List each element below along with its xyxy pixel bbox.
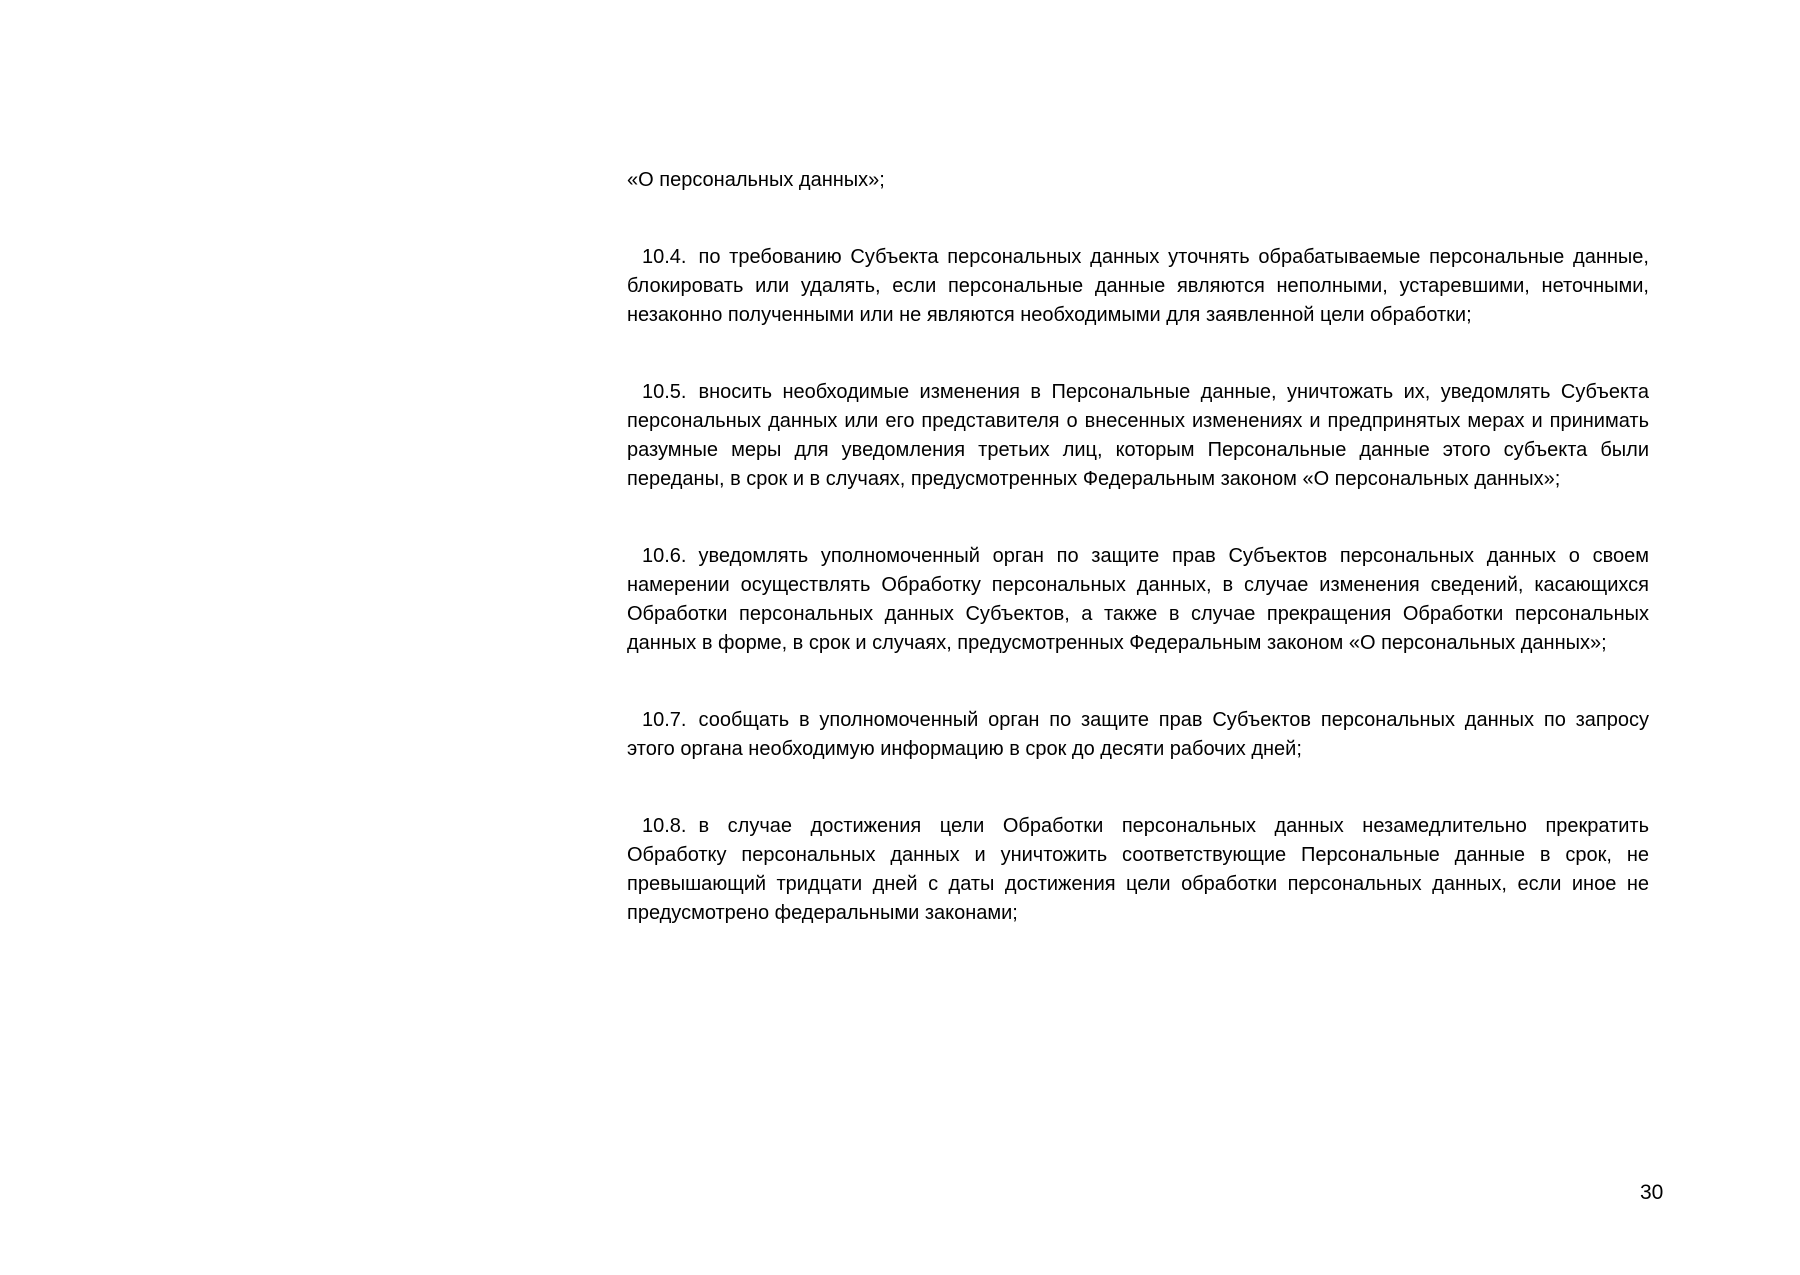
clause-10-4 <box>627 243 1649 330</box>
clause-text: сообщать в уполномоченный орган по защите прав Субъектов персональных данных по запросу этого органа необходимую информацию в срок до десяти рабочих дней; <box>627 709 1649 760</box>
clause-10-6 <box>627 542 1649 658</box>
clause-text: уведомлять уполномоченный орган по защите прав Субъектов персональных данных о своем намерении осуществлять Обработку персональных данных, в случае изменения сведений, касающихся Обработки персональных данных Субъектов, а также в случае прекращения Обработки персональных данных в форме, в срок и случаях, предусмотренных Федеральным законом «О персональных данных»; <box>627 545 1649 654</box>
clause-text: вносить необходимые изменения в Персональные данные, уничтожать их, уведомлять Субъекта персональных данных или его представителя о внесенных изменениях и предпринятых мерах и принимать разумные меры для уведомления третьих лиц, которым Персональные данные этого субъекта были переданы, в срок и в случаях, предусмотренных Федеральным законом «О персональных данных»; <box>627 381 1649 490</box>
clause-number: 10.7. <box>642 709 687 731</box>
clause-number: 10.8. <box>642 815 687 837</box>
clause-number: 10.5. <box>642 381 687 403</box>
clause-number: 10.4. <box>642 246 687 268</box>
clause-number: 10.6. <box>642 545 687 567</box>
clause-text: по требованию Субъекта персональных данных уточнять обрабатываемые персональные данные, блокировать или удалять, если персональные данные являются неполными, устаревшими, неточными, незаконно полученными или не являются необходимыми для заявленной цели обработки; <box>627 246 1649 326</box>
clause-10-5 <box>627 378 1649 494</box>
clause-text: в случае достижения цели Обработки персональных данных незамедлительно прекратить Обработку персональных данных и уничтожить соответствующие Персональные данные в срок, не превышающий тридцати дней с даты достижения цели обработки персональных данных, если иное не предусмотрено федеральными законами; <box>627 815 1649 924</box>
page-number: 30 <box>1640 1181 1664 1204</box>
continuation-text: «О персональных данных»; <box>627 169 885 191</box>
clause-10-8 <box>627 812 1649 928</box>
text-column <box>627 166 1649 928</box>
clause-10-7 <box>627 706 1649 764</box>
